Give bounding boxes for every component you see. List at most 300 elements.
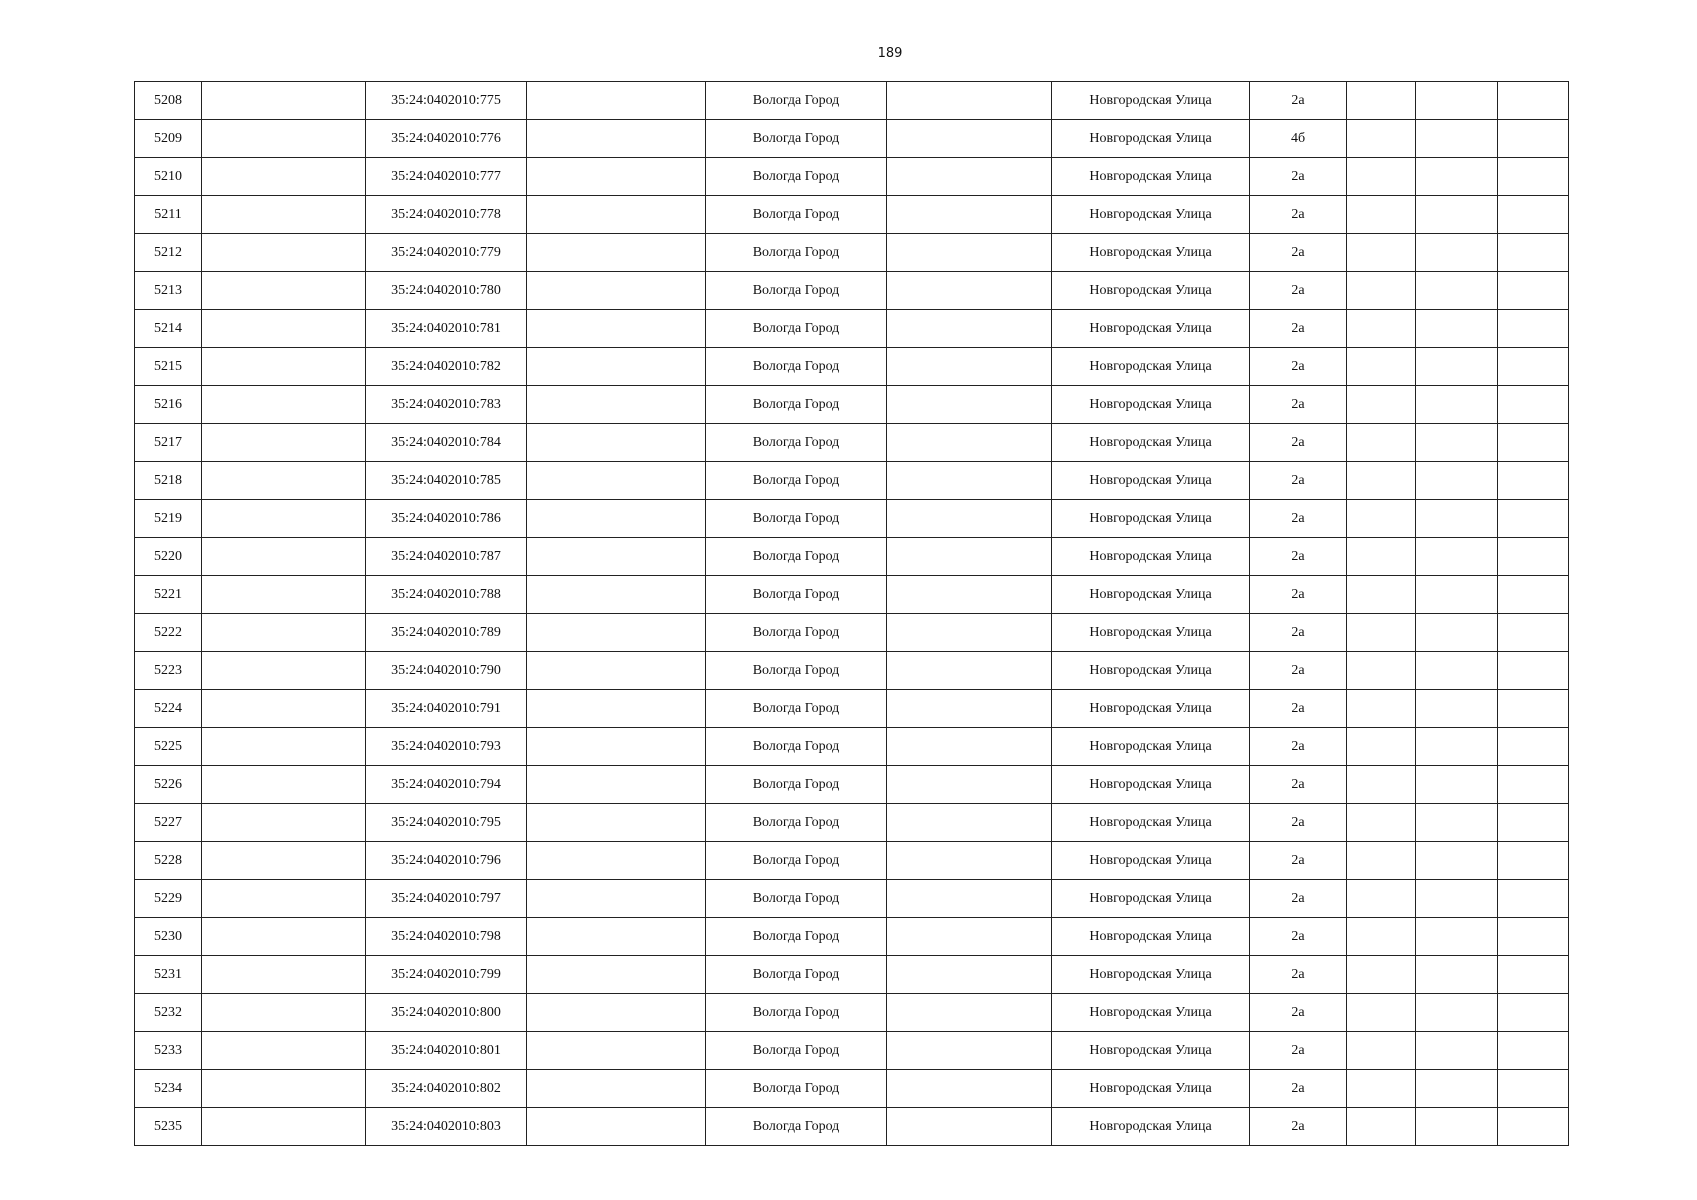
record-number-cell: 5218 xyxy=(135,462,202,500)
empty-cell xyxy=(202,272,366,310)
record-number-cell: 5213 xyxy=(135,272,202,310)
cadastral-number-cell: 35:24:0402010:795 xyxy=(366,804,527,842)
table-row xyxy=(135,576,1569,614)
record-number-cell: 5222 xyxy=(135,614,202,652)
street-cell: Новгородская Улица xyxy=(1052,652,1250,690)
street-cell: Новгородская Улица xyxy=(1052,1032,1250,1070)
house-number-cell: 2а xyxy=(1250,158,1347,196)
street-cell: Новгородская Улица xyxy=(1052,424,1250,462)
record-number-cell: 5226 xyxy=(135,766,202,804)
empty-cell xyxy=(1347,652,1416,690)
cadastral-number-cell: 35:24:0402010:782 xyxy=(366,348,527,386)
empty-cell xyxy=(1498,158,1569,196)
record-number-cell: 5214 xyxy=(135,310,202,348)
street-cell: Новгородская Улица xyxy=(1052,462,1250,500)
table-row xyxy=(135,424,1569,462)
empty-cell xyxy=(202,994,366,1032)
house-number-cell: 2а xyxy=(1250,272,1347,310)
empty-cell xyxy=(202,424,366,462)
empty-cell xyxy=(1498,1070,1569,1108)
house-number-cell: 2а xyxy=(1250,424,1347,462)
empty-cell xyxy=(1347,766,1416,804)
empty-cell xyxy=(887,538,1052,576)
registry-table-body xyxy=(135,82,1569,1146)
record-number-cell: 5224 xyxy=(135,690,202,728)
street-cell: Новгородская Улица xyxy=(1052,272,1250,310)
cadastral-number-cell: 35:24:0402010:802 xyxy=(366,1070,527,1108)
empty-cell xyxy=(1347,842,1416,880)
empty-cell xyxy=(527,386,706,424)
table-row xyxy=(135,120,1569,158)
empty-cell xyxy=(1498,234,1569,272)
empty-cell xyxy=(887,462,1052,500)
empty-cell xyxy=(1498,728,1569,766)
empty-cell xyxy=(887,82,1052,120)
empty-cell xyxy=(202,310,366,348)
empty-cell xyxy=(202,348,366,386)
empty-cell xyxy=(1498,462,1569,500)
registry-table xyxy=(134,81,1569,1146)
empty-cell xyxy=(527,614,706,652)
empty-cell xyxy=(1416,1070,1498,1108)
city-cell: Вологда Город xyxy=(706,348,887,386)
table-row xyxy=(135,1070,1569,1108)
empty-cell xyxy=(1498,766,1569,804)
street-cell: Новгородская Улица xyxy=(1052,880,1250,918)
house-number-cell: 2а xyxy=(1250,82,1347,120)
record-number-cell: 5221 xyxy=(135,576,202,614)
empty-cell xyxy=(1416,690,1498,728)
record-number-cell: 5212 xyxy=(135,234,202,272)
street-cell: Новгородская Улица xyxy=(1052,120,1250,158)
record-number-cell: 5229 xyxy=(135,880,202,918)
empty-cell xyxy=(1347,690,1416,728)
cadastral-number-cell: 35:24:0402010:777 xyxy=(366,158,527,196)
cadastral-number-cell: 35:24:0402010:800 xyxy=(366,994,527,1032)
empty-cell xyxy=(1347,538,1416,576)
table-row xyxy=(135,500,1569,538)
empty-cell xyxy=(202,614,366,652)
empty-cell xyxy=(202,880,366,918)
empty-cell xyxy=(527,842,706,880)
empty-cell xyxy=(1416,728,1498,766)
empty-cell xyxy=(1347,956,1416,994)
record-number-cell: 5227 xyxy=(135,804,202,842)
empty-cell xyxy=(1347,804,1416,842)
house-number-cell: 2а xyxy=(1250,804,1347,842)
city-cell: Вологда Город xyxy=(706,120,887,158)
empty-cell xyxy=(1416,614,1498,652)
empty-cell xyxy=(527,918,706,956)
empty-cell xyxy=(1416,310,1498,348)
street-cell: Новгородская Улица xyxy=(1052,804,1250,842)
empty-cell xyxy=(202,82,366,120)
record-number-cell: 5235 xyxy=(135,1108,202,1146)
cadastral-number-cell: 35:24:0402010:794 xyxy=(366,766,527,804)
empty-cell xyxy=(202,196,366,234)
house-number-cell: 2а xyxy=(1250,196,1347,234)
empty-cell xyxy=(1416,1032,1498,1070)
empty-cell xyxy=(1416,766,1498,804)
city-cell: Вологда Город xyxy=(706,956,887,994)
cadastral-number-cell: 35:24:0402010:793 xyxy=(366,728,527,766)
empty-cell xyxy=(887,804,1052,842)
empty-cell xyxy=(527,728,706,766)
table-row xyxy=(135,1108,1569,1146)
house-number-cell: 2а xyxy=(1250,1032,1347,1070)
empty-cell xyxy=(887,386,1052,424)
empty-cell xyxy=(202,728,366,766)
street-cell: Новгородская Улица xyxy=(1052,576,1250,614)
cadastral-number-cell: 35:24:0402010:791 xyxy=(366,690,527,728)
table-row xyxy=(135,690,1569,728)
empty-cell xyxy=(887,728,1052,766)
empty-cell xyxy=(1498,348,1569,386)
empty-cell xyxy=(527,1032,706,1070)
empty-cell xyxy=(1498,690,1569,728)
street-cell: Новгородская Улица xyxy=(1052,158,1250,196)
table-row xyxy=(135,956,1569,994)
empty-cell xyxy=(1347,196,1416,234)
table-row xyxy=(135,766,1569,804)
record-number-cell: 5210 xyxy=(135,158,202,196)
empty-cell xyxy=(527,766,706,804)
empty-cell xyxy=(1347,614,1416,652)
empty-cell xyxy=(202,538,366,576)
house-number-cell: 2а xyxy=(1250,234,1347,272)
city-cell: Вологда Город xyxy=(706,82,887,120)
empty-cell xyxy=(887,120,1052,158)
street-cell: Новгородская Улица xyxy=(1052,766,1250,804)
record-number-cell: 5234 xyxy=(135,1070,202,1108)
cadastral-number-cell: 35:24:0402010:799 xyxy=(366,956,527,994)
table-row xyxy=(135,234,1569,272)
street-cell: Новгородская Улица xyxy=(1052,994,1250,1032)
record-number-cell: 5228 xyxy=(135,842,202,880)
empty-cell xyxy=(527,690,706,728)
empty-cell xyxy=(1498,538,1569,576)
empty-cell xyxy=(1347,576,1416,614)
empty-cell xyxy=(887,842,1052,880)
empty-cell xyxy=(1416,196,1498,234)
empty-cell xyxy=(887,994,1052,1032)
table-row xyxy=(135,804,1569,842)
empty-cell xyxy=(887,690,1052,728)
street-cell: Новгородская Улица xyxy=(1052,234,1250,272)
cadastral-number-cell: 35:24:0402010:786 xyxy=(366,500,527,538)
house-number-cell: 2а xyxy=(1250,1108,1347,1146)
street-cell: Новгородская Улица xyxy=(1052,82,1250,120)
city-cell: Вологда Город xyxy=(706,1108,887,1146)
empty-cell xyxy=(1347,310,1416,348)
house-number-cell: 4б xyxy=(1250,120,1347,158)
empty-cell xyxy=(1347,1032,1416,1070)
house-number-cell: 2а xyxy=(1250,310,1347,348)
house-number-cell: 2а xyxy=(1250,728,1347,766)
cadastral-number-cell: 35:24:0402010:779 xyxy=(366,234,527,272)
cadastral-number-cell: 35:24:0402010:783 xyxy=(366,386,527,424)
city-cell: Вологда Город xyxy=(706,880,887,918)
house-number-cell: 2а xyxy=(1250,576,1347,614)
empty-cell xyxy=(527,120,706,158)
cadastral-number-cell: 35:24:0402010:788 xyxy=(366,576,527,614)
cadastral-number-cell: 35:24:0402010:790 xyxy=(366,652,527,690)
city-cell: Вологда Город xyxy=(706,310,887,348)
table-row xyxy=(135,728,1569,766)
empty-cell xyxy=(527,196,706,234)
street-cell: Новгородская Улица xyxy=(1052,538,1250,576)
table-row xyxy=(135,348,1569,386)
street-cell: Новгородская Улица xyxy=(1052,500,1250,538)
table-row xyxy=(135,386,1569,424)
city-cell: Вологда Город xyxy=(706,1032,887,1070)
empty-cell xyxy=(527,538,706,576)
empty-cell xyxy=(1347,424,1416,462)
empty-cell xyxy=(1498,272,1569,310)
city-cell: Вологда Город xyxy=(706,1070,887,1108)
empty-cell xyxy=(202,234,366,272)
empty-cell xyxy=(1416,804,1498,842)
empty-cell xyxy=(1416,82,1498,120)
record-number-cell: 5225 xyxy=(135,728,202,766)
empty-cell xyxy=(887,652,1052,690)
empty-cell xyxy=(527,272,706,310)
empty-cell xyxy=(527,1070,706,1108)
street-cell: Новгородская Улица xyxy=(1052,842,1250,880)
empty-cell xyxy=(1416,500,1498,538)
city-cell: Вологда Город xyxy=(706,196,887,234)
table-row xyxy=(135,652,1569,690)
city-cell: Вологда Город xyxy=(706,386,887,424)
cadastral-number-cell: 35:24:0402010:776 xyxy=(366,120,527,158)
record-number-cell: 5215 xyxy=(135,348,202,386)
house-number-cell: 2а xyxy=(1250,690,1347,728)
empty-cell xyxy=(527,1108,706,1146)
table-row xyxy=(135,462,1569,500)
city-cell: Вологда Город xyxy=(706,728,887,766)
city-cell: Вологда Город xyxy=(706,234,887,272)
record-number-cell: 5232 xyxy=(135,994,202,1032)
city-cell: Вологда Город xyxy=(706,690,887,728)
empty-cell xyxy=(887,500,1052,538)
empty-cell xyxy=(887,918,1052,956)
empty-cell xyxy=(527,310,706,348)
empty-cell xyxy=(887,956,1052,994)
empty-cell xyxy=(202,766,366,804)
street-cell: Новгородская Улица xyxy=(1052,690,1250,728)
empty-cell xyxy=(1347,500,1416,538)
street-cell: Новгородская Улица xyxy=(1052,1070,1250,1108)
empty-cell xyxy=(202,804,366,842)
empty-cell xyxy=(887,1032,1052,1070)
empty-cell xyxy=(1498,424,1569,462)
house-number-cell: 2а xyxy=(1250,348,1347,386)
city-cell: Вологда Город xyxy=(706,918,887,956)
empty-cell xyxy=(887,196,1052,234)
empty-cell xyxy=(1347,158,1416,196)
empty-cell xyxy=(1416,120,1498,158)
empty-cell xyxy=(887,272,1052,310)
empty-cell xyxy=(1498,1108,1569,1146)
empty-cell xyxy=(202,120,366,158)
empty-cell xyxy=(1498,82,1569,120)
city-cell: Вологда Город xyxy=(706,766,887,804)
empty-cell xyxy=(202,1070,366,1108)
street-cell: Новгородская Улица xyxy=(1052,386,1250,424)
cadastral-number-cell: 35:24:0402010:787 xyxy=(366,538,527,576)
empty-cell xyxy=(1347,728,1416,766)
empty-cell xyxy=(1347,234,1416,272)
empty-cell xyxy=(1347,994,1416,1032)
street-cell: Новгородская Улица xyxy=(1052,196,1250,234)
table-row xyxy=(135,880,1569,918)
table-row xyxy=(135,82,1569,120)
empty-cell xyxy=(1416,538,1498,576)
house-number-cell: 2а xyxy=(1250,918,1347,956)
empty-cell xyxy=(1498,804,1569,842)
city-cell: Вологда Город xyxy=(706,994,887,1032)
city-cell: Вологда Город xyxy=(706,652,887,690)
empty-cell xyxy=(1347,880,1416,918)
street-cell: Новгородская Улица xyxy=(1052,956,1250,994)
record-number-cell: 5217 xyxy=(135,424,202,462)
cadastral-number-cell: 35:24:0402010:798 xyxy=(366,918,527,956)
cadastral-number-cell: 35:24:0402010:778 xyxy=(366,196,527,234)
street-cell: Новгородская Улица xyxy=(1052,1108,1250,1146)
house-number-cell: 2а xyxy=(1250,386,1347,424)
street-cell: Новгородская Улица xyxy=(1052,614,1250,652)
house-number-cell: 2а xyxy=(1250,956,1347,994)
empty-cell xyxy=(1498,614,1569,652)
empty-cell xyxy=(1416,462,1498,500)
street-cell: Новгородская Улица xyxy=(1052,728,1250,766)
empty-cell xyxy=(1347,82,1416,120)
empty-cell xyxy=(527,348,706,386)
table-row xyxy=(135,918,1569,956)
empty-cell xyxy=(1416,1108,1498,1146)
house-number-cell: 2а xyxy=(1250,538,1347,576)
empty-cell xyxy=(887,348,1052,386)
house-number-cell: 2а xyxy=(1250,1070,1347,1108)
street-cell: Новгородская Улица xyxy=(1052,310,1250,348)
house-number-cell: 2а xyxy=(1250,500,1347,538)
empty-cell xyxy=(1347,386,1416,424)
empty-cell xyxy=(202,158,366,196)
empty-cell xyxy=(202,842,366,880)
empty-cell xyxy=(202,918,366,956)
empty-cell xyxy=(527,576,706,614)
cadastral-number-cell: 35:24:0402010:775 xyxy=(366,82,527,120)
empty-cell xyxy=(1416,842,1498,880)
empty-cell xyxy=(527,462,706,500)
table-row xyxy=(135,310,1569,348)
city-cell: Вологда Город xyxy=(706,272,887,310)
record-number-cell: 5230 xyxy=(135,918,202,956)
empty-cell xyxy=(887,614,1052,652)
empty-cell xyxy=(527,652,706,690)
empty-cell xyxy=(1498,386,1569,424)
house-number-cell: 2а xyxy=(1250,880,1347,918)
house-number-cell: 2а xyxy=(1250,652,1347,690)
street-cell: Новгородская Улица xyxy=(1052,348,1250,386)
city-cell: Вологда Город xyxy=(706,158,887,196)
empty-cell xyxy=(527,994,706,1032)
empty-cell xyxy=(527,82,706,120)
empty-cell xyxy=(1498,500,1569,538)
record-number-cell: 5211 xyxy=(135,196,202,234)
empty-cell xyxy=(1347,1108,1416,1146)
record-number-cell: 5208 xyxy=(135,82,202,120)
cadastral-number-cell: 35:24:0402010:780 xyxy=(366,272,527,310)
empty-cell xyxy=(1498,120,1569,158)
cadastral-number-cell: 35:24:0402010:785 xyxy=(366,462,527,500)
cadastral-number-cell: 35:24:0402010:796 xyxy=(366,842,527,880)
empty-cell xyxy=(1498,842,1569,880)
empty-cell xyxy=(1498,880,1569,918)
empty-cell xyxy=(1416,386,1498,424)
empty-cell xyxy=(1347,1070,1416,1108)
cadastral-number-cell: 35:24:0402010:789 xyxy=(366,614,527,652)
empty-cell xyxy=(527,424,706,462)
city-cell: Вологда Город xyxy=(706,576,887,614)
street-cell: Новгородская Улица xyxy=(1052,918,1250,956)
cadastral-number-cell: 35:24:0402010:784 xyxy=(366,424,527,462)
city-cell: Вологда Город xyxy=(706,424,887,462)
empty-cell xyxy=(1498,1032,1569,1070)
city-cell: Вологда Город xyxy=(706,538,887,576)
empty-cell xyxy=(887,234,1052,272)
record-number-cell: 5223 xyxy=(135,652,202,690)
empty-cell xyxy=(1347,918,1416,956)
empty-cell xyxy=(1498,956,1569,994)
house-number-cell: 2а xyxy=(1250,766,1347,804)
empty-cell xyxy=(887,424,1052,462)
empty-cell xyxy=(202,576,366,614)
empty-cell xyxy=(527,234,706,272)
empty-cell xyxy=(1416,994,1498,1032)
empty-cell xyxy=(202,690,366,728)
city-cell: Вологда Город xyxy=(706,614,887,652)
table-row xyxy=(135,272,1569,310)
empty-cell xyxy=(1416,234,1498,272)
empty-cell xyxy=(887,576,1052,614)
empty-cell xyxy=(1347,272,1416,310)
empty-cell xyxy=(527,804,706,842)
table-row xyxy=(135,614,1569,652)
table-row xyxy=(135,538,1569,576)
empty-cell xyxy=(887,766,1052,804)
city-cell: Вологда Город xyxy=(706,804,887,842)
table-row xyxy=(135,1032,1569,1070)
empty-cell xyxy=(887,1108,1052,1146)
empty-cell xyxy=(1498,918,1569,956)
empty-cell xyxy=(1416,918,1498,956)
empty-cell xyxy=(202,1108,366,1146)
record-number-cell: 5220 xyxy=(135,538,202,576)
empty-cell xyxy=(527,500,706,538)
record-number-cell: 5216 xyxy=(135,386,202,424)
cadastral-number-cell: 35:24:0402010:801 xyxy=(366,1032,527,1070)
empty-cell xyxy=(202,652,366,690)
empty-cell xyxy=(1347,462,1416,500)
empty-cell xyxy=(1498,310,1569,348)
empty-cell xyxy=(887,1070,1052,1108)
empty-cell xyxy=(1416,880,1498,918)
empty-cell xyxy=(1416,424,1498,462)
empty-cell xyxy=(1416,272,1498,310)
page-number: 189 xyxy=(877,46,903,61)
empty-cell xyxy=(202,1032,366,1070)
